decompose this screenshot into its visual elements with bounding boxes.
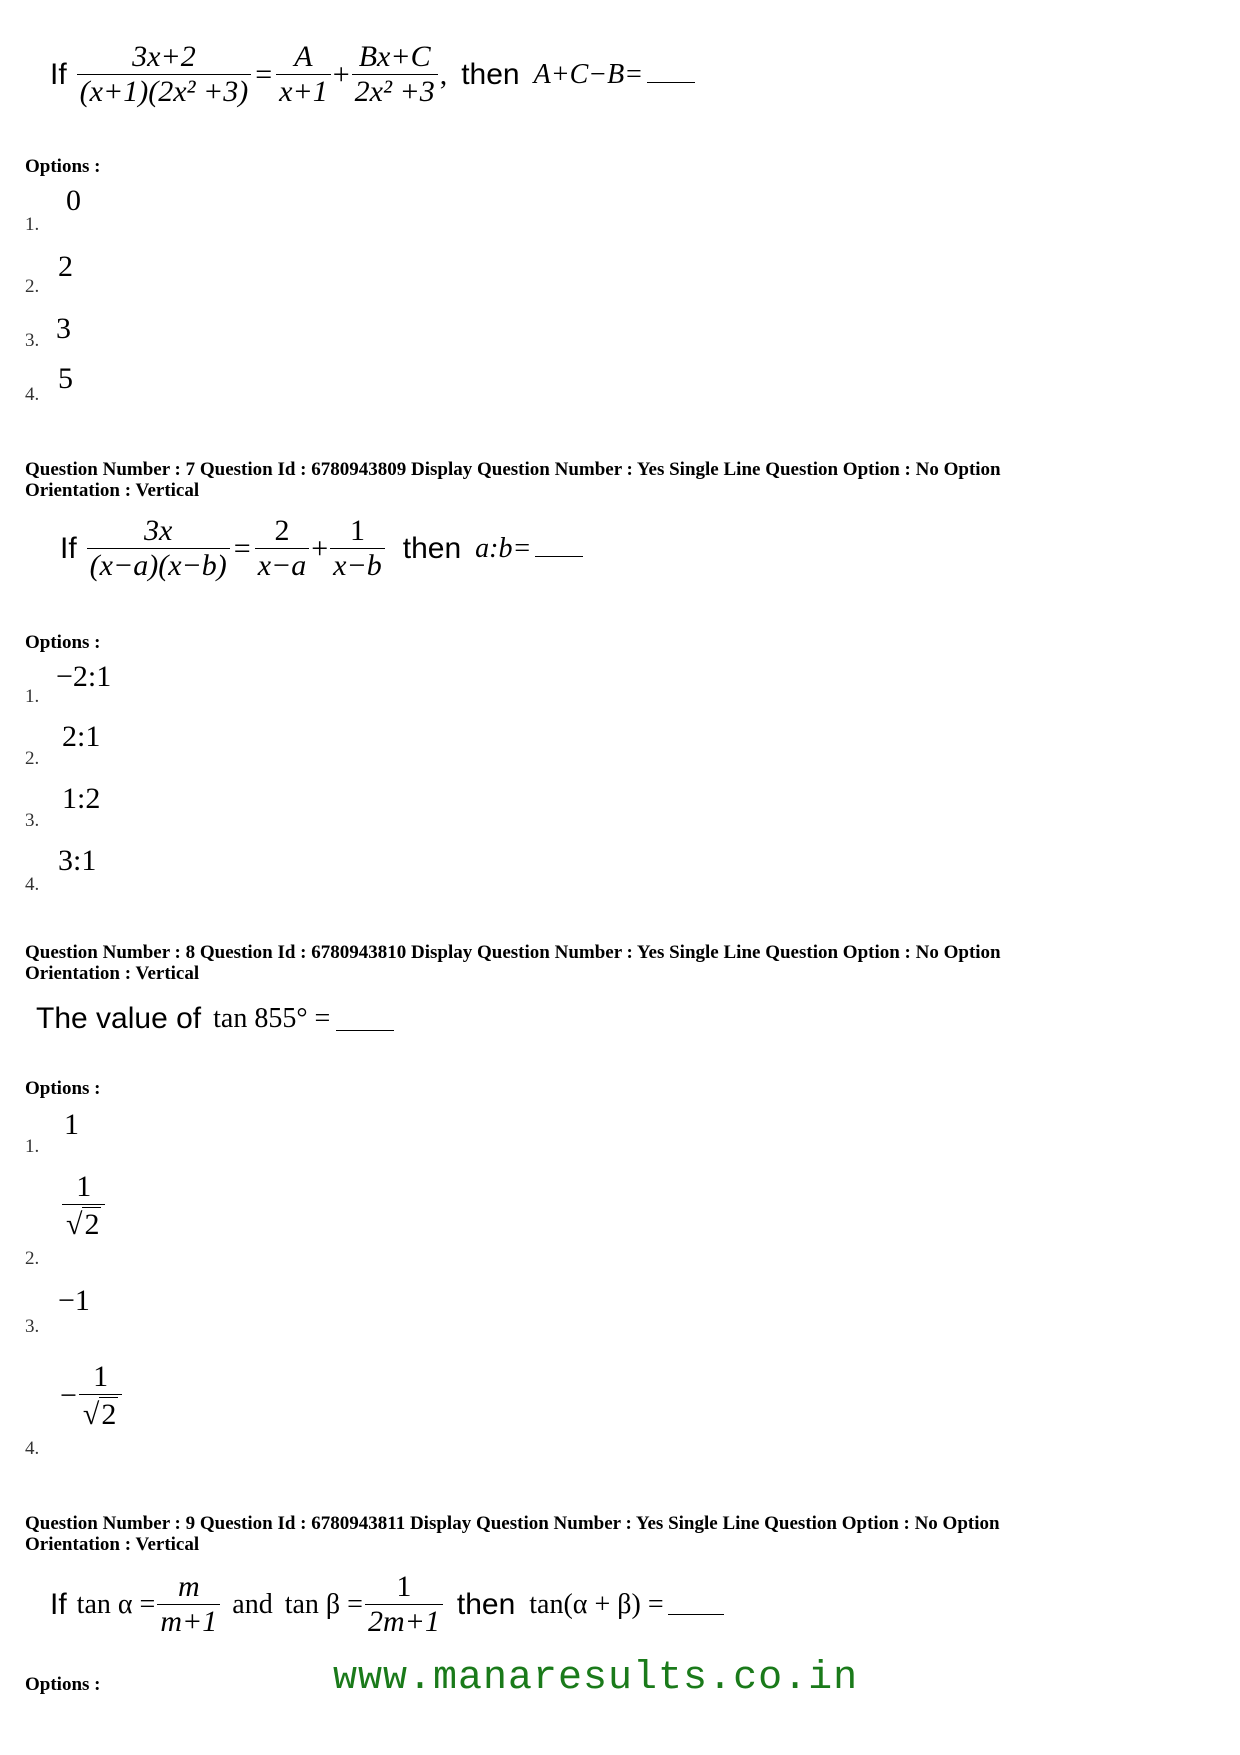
q7-expr: a:b= bbox=[475, 532, 532, 564]
q8-opt1-number: 1. bbox=[25, 1136, 40, 1157]
q8-opt2-radicand: 2 bbox=[84, 1208, 100, 1241]
q7-f1-den: x−a bbox=[255, 548, 310, 583]
q8-meta-line2: Orientation : Vertical bbox=[25, 963, 200, 984]
q8-meta-line1: Question Number : 8 Question Id : 6780943810 Display Question Number : Yes Single Line Question Option : No Option bbox=[25, 942, 1001, 963]
q6-then: then bbox=[461, 57, 520, 91]
q6-f2-den: 2x² +3 bbox=[352, 74, 438, 109]
q8-opt2-num: 1 bbox=[76, 1170, 92, 1203]
q7-f1 bbox=[255, 514, 310, 583]
q9-meta-line2: Orientation : Vertical bbox=[25, 1534, 200, 1555]
q7-if: If bbox=[60, 531, 77, 565]
q6-opt3-value[interactable]: 3 bbox=[56, 312, 71, 345]
q6-lhs-fraction bbox=[77, 40, 252, 109]
q7-then: then bbox=[402, 531, 462, 565]
q9-tan-beta: tan β = bbox=[284, 1588, 363, 1620]
q6-opt1-value[interactable]: 0 bbox=[66, 184, 81, 217]
q6-options-label: Options : bbox=[25, 156, 101, 177]
q6-plus: + bbox=[332, 57, 350, 91]
q6-opt4-number: 4. bbox=[25, 384, 40, 405]
q9-question bbox=[50, 1570, 724, 1639]
q7-opt3-value[interactable]: 1:2 bbox=[62, 782, 101, 815]
q7-f2 bbox=[330, 514, 385, 583]
q7-meta-line2: Orientation : Vertical bbox=[25, 480, 200, 501]
q8-meta bbox=[25, 942, 1001, 984]
q8-opt4-number: 4. bbox=[25, 1438, 40, 1459]
q9-f2 bbox=[365, 1570, 443, 1639]
q8-opt2-number: 2. bbox=[25, 1248, 40, 1269]
q8-opt4-fraction bbox=[79, 1360, 122, 1432]
q7-opt4-value[interactable]: 3:1 bbox=[58, 844, 97, 877]
q7-eq: = bbox=[233, 531, 251, 565]
q9-expr: tan(α + β) = bbox=[529, 1588, 664, 1620]
q8-opt2-den bbox=[62, 1204, 105, 1242]
q8-options-label: Options : bbox=[25, 1078, 101, 1099]
q6-f1-den: x+1 bbox=[276, 74, 331, 109]
q9-f2-num: 1 bbox=[396, 1570, 412, 1603]
q6-f1-num: A bbox=[294, 40, 313, 73]
q6-f1 bbox=[276, 40, 331, 109]
q8-question bbox=[36, 1002, 394, 1036]
q7-opt1-value[interactable]: −2:1 bbox=[56, 660, 112, 693]
q6-answer-blank bbox=[647, 80, 695, 83]
q8-opt4-radicand: 2 bbox=[101, 1398, 117, 1431]
q6-f2 bbox=[352, 40, 438, 109]
site-watermark: www.manaresults.co.in bbox=[333, 1656, 859, 1701]
q6-comma: , bbox=[439, 57, 448, 91]
q9-then: then bbox=[456, 1587, 516, 1621]
q8-opt4-num: 1 bbox=[93, 1360, 109, 1393]
q7-f2-den: x−b bbox=[330, 548, 385, 583]
q7-answer-blank bbox=[535, 554, 583, 557]
q8-opt2-fraction bbox=[62, 1170, 105, 1242]
q6-if: If bbox=[50, 57, 67, 91]
q7-lhs-den: (x−a)(x−b) bbox=[87, 548, 230, 583]
q9-f1-den: m+1 bbox=[157, 1604, 220, 1639]
q9-f1-num: m bbox=[177, 1570, 200, 1603]
q6-opt2-number: 2. bbox=[25, 276, 40, 297]
q8-opt4-den bbox=[79, 1394, 122, 1432]
q7-f1-num: 2 bbox=[274, 514, 290, 547]
q9-if: If bbox=[50, 1587, 67, 1621]
q8-answer-blank bbox=[336, 1028, 394, 1031]
q6-question bbox=[50, 40, 695, 109]
q9-tan-alpha: tan α = bbox=[76, 1588, 156, 1620]
q6-opt1-number: 1. bbox=[25, 214, 40, 235]
q6-expr: A+C−B= bbox=[533, 58, 644, 90]
q8-opt2-value[interactable] bbox=[62, 1170, 105, 1242]
q7-lhs-num: 3x bbox=[144, 514, 173, 547]
q9-options-label: Options : bbox=[25, 1674, 101, 1695]
q7-meta-line1: Question Number : 7 Question Id : 6780943809 Display Question Number : Yes Single Line Question Option : No Option bbox=[25, 459, 1001, 480]
q8-text: The value of bbox=[36, 1002, 202, 1035]
q8-opt3-value[interactable]: −1 bbox=[58, 1284, 90, 1317]
q6-f2-num: Bx+C bbox=[358, 40, 431, 73]
q8-opt4-value[interactable] bbox=[60, 1360, 122, 1432]
q6-opt3-number: 3. bbox=[25, 330, 40, 351]
q6-opt4-value[interactable]: 5 bbox=[58, 362, 73, 395]
q9-and: and bbox=[232, 1588, 273, 1620]
q8-opt4-sqrt: √2 bbox=[82, 1398, 117, 1431]
q9-f2-den: 2m+1 bbox=[365, 1604, 443, 1639]
q6-lhs-den: (x+1)(2x² +3) bbox=[77, 74, 252, 109]
q7-opt4-number: 4. bbox=[25, 874, 40, 895]
q7-question bbox=[60, 514, 583, 583]
q8-opt1-value[interactable]: 1 bbox=[64, 1108, 79, 1141]
q7-lhs-fraction bbox=[87, 514, 230, 583]
q7-opt1-number: 1. bbox=[25, 686, 40, 707]
q9-meta-line1: Question Number : 9 Question Id : 6780943811 Display Question Number : Yes Single Line Question Option : No Option bbox=[25, 1513, 1000, 1534]
q7-opt3-number: 3. bbox=[25, 810, 40, 831]
q9-meta bbox=[25, 1513, 1000, 1555]
q8-opt4-sign: − bbox=[60, 1379, 77, 1412]
q7-opt2-number: 2. bbox=[25, 748, 40, 769]
q6-opt2-value[interactable]: 2 bbox=[58, 250, 73, 283]
q8-opt3-number: 3. bbox=[25, 1316, 40, 1337]
q7-options-label: Options : bbox=[25, 632, 101, 653]
q9-f1 bbox=[157, 1570, 220, 1639]
q7-opt2-value[interactable]: 2:1 bbox=[62, 720, 101, 753]
q6-eq: = bbox=[255, 57, 273, 91]
q9-answer-blank bbox=[668, 1612, 724, 1615]
q7-plus: + bbox=[311, 531, 329, 565]
q8-opt2-sqrt: √2 bbox=[66, 1208, 100, 1241]
q7-meta bbox=[25, 459, 1001, 501]
q7-f2-num: 1 bbox=[349, 514, 365, 547]
q8-expr: tan 855° = bbox=[213, 1003, 331, 1034]
q6-lhs-num: 3x+2 bbox=[132, 40, 196, 73]
